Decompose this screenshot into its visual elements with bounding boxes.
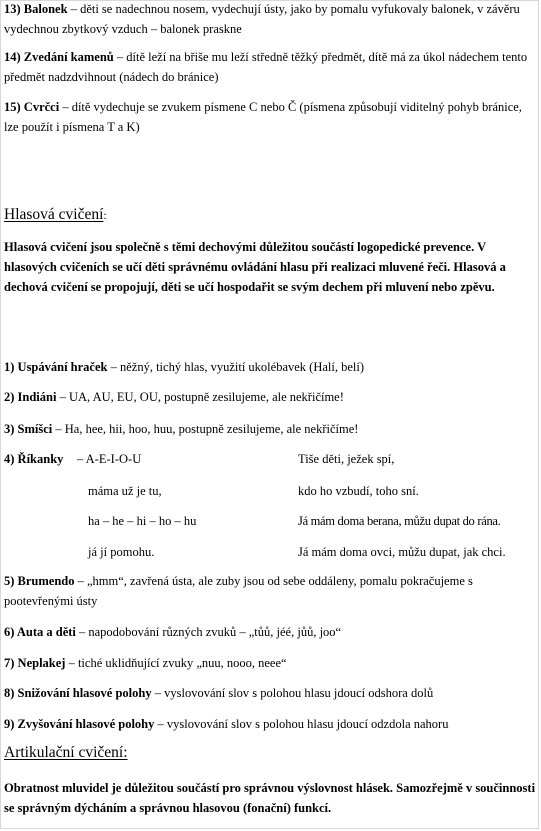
rikanky-right-line: Tiše děti, ježek spí, [298,452,395,466]
rikanky-left-line: máma už je tu, [88,484,162,498]
exercise-item-balonek: 13) Balonek – děti se nadechnou nosem, vydechují ústy, jako by pomalu vyfukovaly balonek, v závěru vydechnou zbytkový vzduch – balonek praskne [4,2,520,36]
rikanky-right-line: Já mám doma berana, můžu dupat do rána. [298,514,501,528]
section-intro-hlasova: Hlasová cvičení jsou společně s těmi dechovými důležitou součástí logopedické prevence. V hlasových cvičeních se učí děti správnému ovládání hlasu při realizaci mluvené řeči. Hlasová a dechová cvičení se propojují, děti se učí hospodařit se svým dechem při mluvení nebo zpěvu. [4,240,506,294]
rikanky-right-line: kdo ho vzbudí, toho sní. [298,484,419,498]
exercise-item-uspavani: 1) Uspávání hraček – něžný, tichý hlas, využití ukolébavek (Halí, belí) [4,360,365,374]
rikanky-left-line: já jí pomohu. [88,545,155,559]
exercise-item-cvrcci: 15) Cvrčci – dítě vydechuje se zvukem písmene C nebo Č (písmena způsobují viditelný pohyb bránice, lze použít i písmena T a K) [4,100,522,134]
section-intro-artikulacni: Obratnost mluvidel je důležitou součástí pro správnou výslovnost hlásek. Samozřejmě v součinnosti se správným dýcháním a správnou hlasovou (fonační) funkcí. [4,781,536,815]
exercise-item-zvedani-kamenu: 14) Zvedání kamenů – dítě leží na břiše mu leží středně těžký předmět, dítě má za úkol nádechem tento předmět nadzdvihnout (nádech do bránice) [4,50,528,84]
exercise-item-indiani: 2) Indiáni – UA, AU, EU, OU, postupně zesilujeme, ale nekřičíme! [4,390,344,404]
rikanky-left-line: – A-E-I-O-U [77,452,142,466]
rikanky-right-line: Já mám doma ovci, můžu dupat, jak chci. [298,545,506,559]
section-heading-hlasova: Hlasová cvičení: [4,206,107,223]
section-heading-artikulacni: Artikulační cvičení: [4,744,128,761]
exercise-item-zvysovani: 9) Zvyšování hlasové polohy – vyslovování slov s polohou hlasu jdoucí odzdola nahoru [4,717,449,731]
exercise-item-neplakej: 7) Neplakej – tiché uklidňující zvuky „nuu, nooo, neee“ [4,656,287,670]
exercise-item-smisci: 3) Smíšci – Ha, hee, hii, hoo, huu, postupně zesilujeme, ale nekřičíme! [4,422,359,436]
rikanky-title: 4) Říkanky [4,452,64,466]
exercise-item-auta: 6) Auta a děti – napodobování různých zvuků – „tůů, jéé, jůů, joo“ [4,625,342,639]
exercise-item-snizovani: 8) Snižování hlasové polohy – vyslovování slov s polohou hlasu jdoucí odshora dolů [4,686,434,700]
exercise-item-brumendo: 5) Brumendo – „hmm“, zavřená ústa, ale zuby jsou od sebe oddáleny, pomalu pokračujeme s pootevřenými ústy [4,574,473,608]
rikanky-left-line: ha – he – hi – ho – hu [88,514,197,528]
